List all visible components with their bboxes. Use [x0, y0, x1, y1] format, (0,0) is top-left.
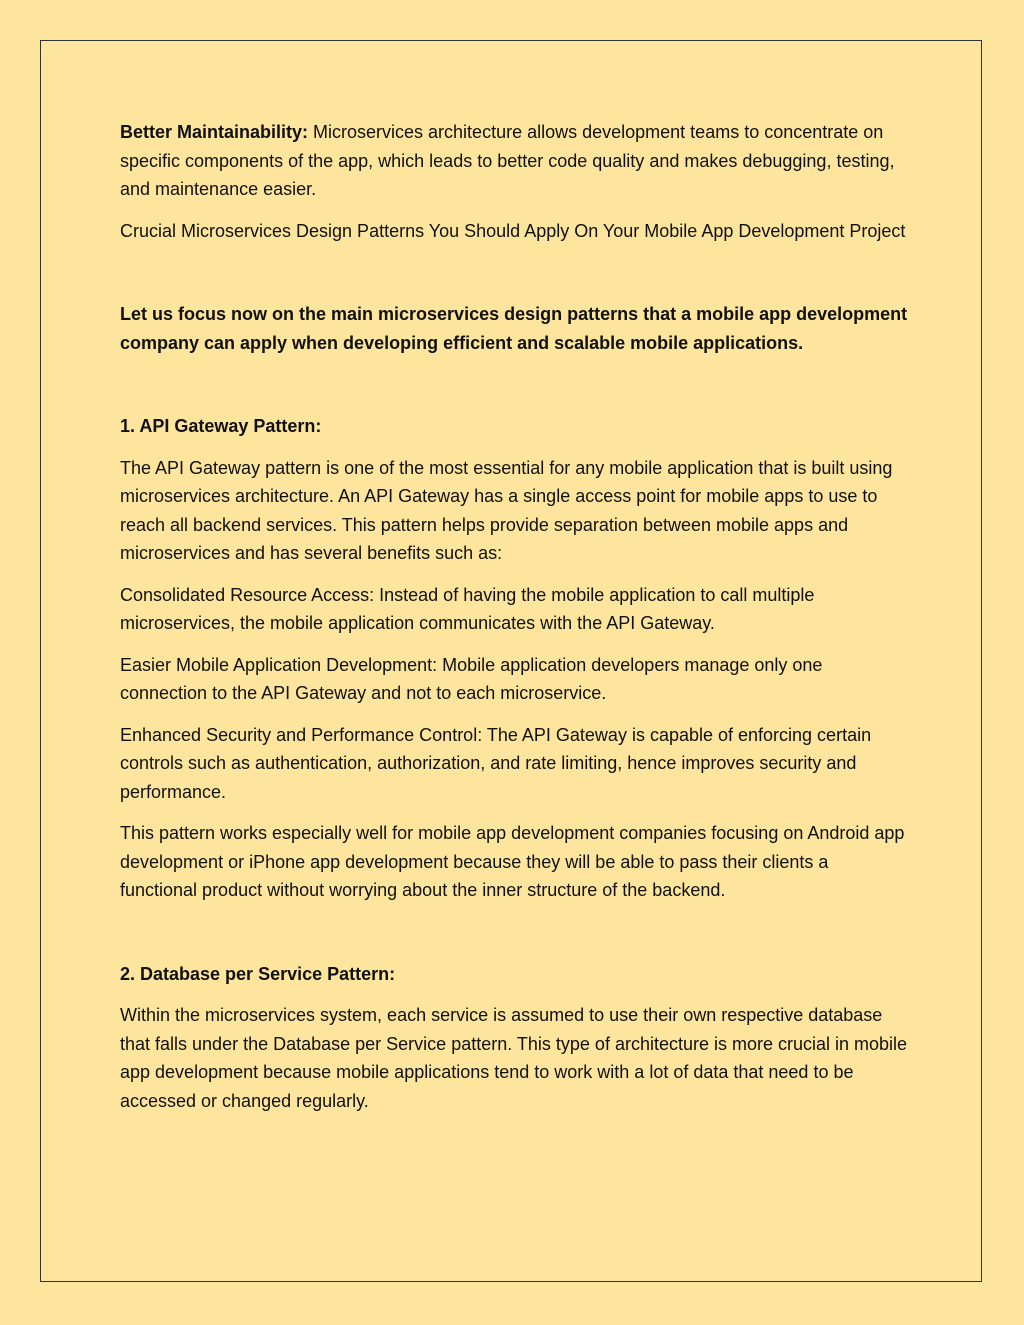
api-gateway-benefit: Enhanced Security and Performance Control: The API Gateway is capable of enforcing certain controls such as authentication, authorization, and rate limiting, hence improves security and performance.: [120, 724, 872, 802]
api-gateway-benefit: Easier Mobile Application Development: Mobile application developers manage only one connection to the API Gateway and not to each microservice.: [120, 654, 823, 703]
pattern-heading-api-gateway: 1. API Gateway Pattern:: [120, 416, 322, 436]
database-per-service-paragraph: Within the microservices system, each service is assumed to use their own respective database that falls under the Database per Service pattern. This type of architecture is more crucial in mobile app development because mobile applications tend to work with a lot of data that need to be accessed or changed regularly.: [120, 1005, 908, 1111]
intro-text: Microservices architecture allows development teams to concentrate on specific components of the app, which leads to better code quality and makes debugging, testing, and maintenance easier.: [120, 122, 895, 199]
api-gateway-paragraph: The API Gateway pattern is one of the most essential for any mobile application that is built using microservices architecture. An API Gateway has a single access point for mobile apps to use to reach all backend services. This pattern helps provide separation between mobile apps and microservices and has several benefits such as:: [120, 457, 893, 563]
document-body: [120, 118, 910, 1128]
api-gateway-benefit: Consolidated Resource Access: Instead of having the mobile application to call multiple microservices, the mobile application communicates with the API Gateway.: [120, 584, 815, 633]
intro-lead: Better Maintainability:: [120, 122, 309, 142]
api-gateway-summary: This pattern works especially well for mobile app development companies focusing on Android app development or iPhone app development because they will be able to pass their clients a functional product without worrying about the inner structure of the backend.: [120, 823, 905, 900]
pattern-heading-database-per-service: 2. Database per Service Pattern:: [120, 963, 396, 984]
focus-statement: Let us focus now on the main microservices design patterns that a mobile app development company can apply when developing efficient and scalable mobile applications.: [120, 304, 908, 353]
intro-paragraph: [120, 118, 910, 204]
section-title: Crucial Microservices Design Patterns You Should Apply On Your Mobile App Development Project: [120, 220, 906, 241]
